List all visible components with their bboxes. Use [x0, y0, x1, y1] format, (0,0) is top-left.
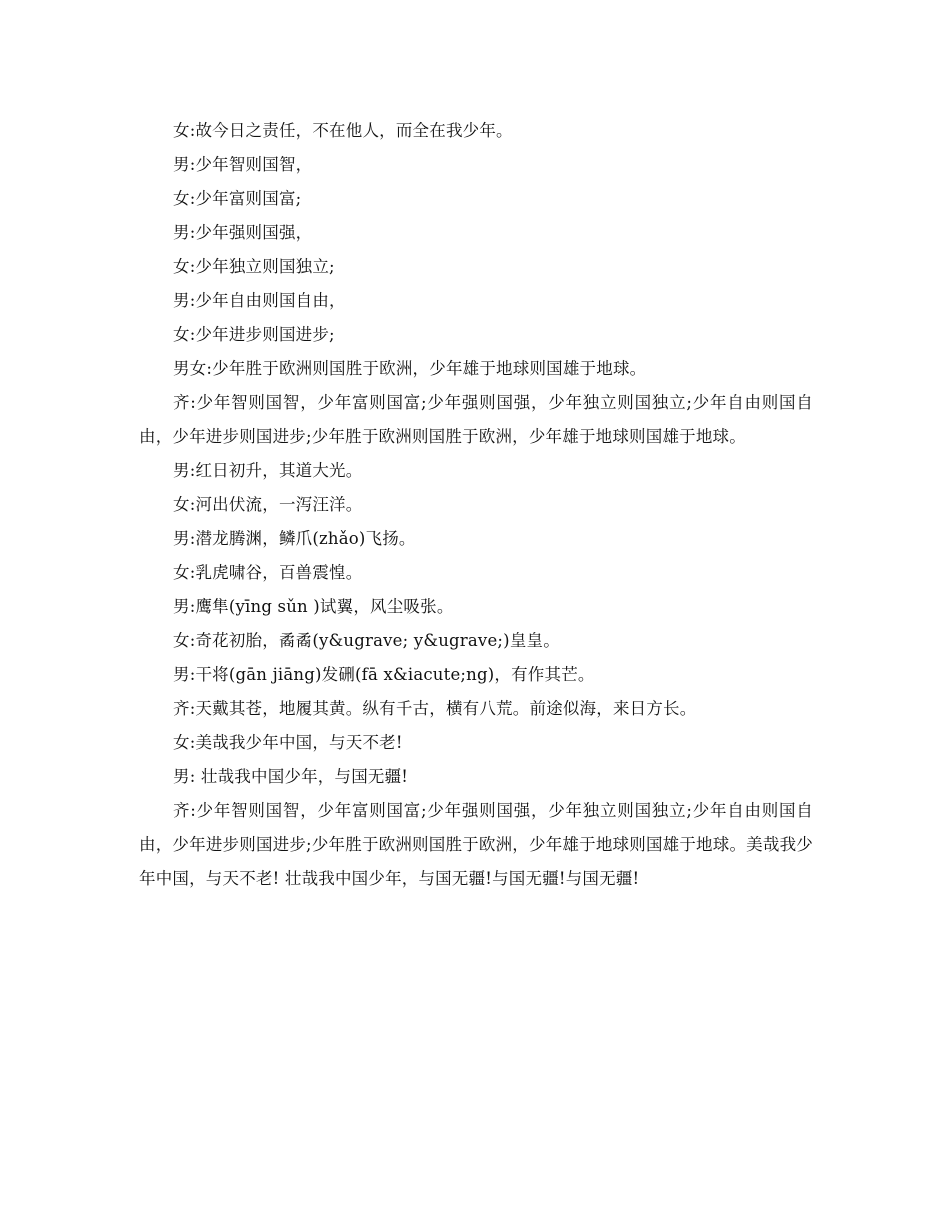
- paragraph: 女:河出伏流，一泻汪洋。: [173, 495, 363, 514]
- paragraph: 男:少年强则国强，: [173, 223, 313, 242]
- paragraph: 女:故今日之责任，不在他人，而全在我少年。: [173, 121, 513, 140]
- paragraph: 女:少年富则国富;: [173, 189, 302, 208]
- paragraph: 女:奇花初胎，矞矞(y&ugrave; y&ugrave;)皇皇。: [173, 631, 560, 650]
- paragraph: 男:鹰隼(yīng sǔn )试翼，风尘吸张。: [173, 597, 454, 616]
- paragraph: 女:少年进步则国进步;: [173, 325, 335, 344]
- paragraph: 齐:少年智则国智，少年富则国富;少年强则国强，少年独立则国独立;少年自由则国自由，少年进步则国进步;少年胜于欧洲则国胜于欧洲，少年雄于地球则国雄于地球。: [139, 393, 813, 446]
- document-body: [139, 114, 813, 896]
- paragraph: 男:少年自由则国自由，: [173, 291, 346, 310]
- paragraph: 女:乳虎啸谷，百兽震惶。: [173, 563, 363, 582]
- paragraph: 男女:少年胜于欧洲则国胜于欧洲，少年雄于地球则国雄于地球。: [173, 359, 647, 378]
- paragraph: 齐:少年智则国智，少年富则国富;少年强则国强，少年独立则国独立;少年自由则国自由，少年进步则国进步;少年胜于欧洲则国胜于欧洲，少年雄于地球则国雄于地球。美哉我少年中国，与天不老! 壮哉我中国少年，与国无疆!与国无疆!与国无疆!: [139, 801, 813, 888]
- paragraph: 女:美哉我少年中国，与天不老!: [173, 733, 403, 752]
- paragraph: 男:干将(gān jiāng)发硎(fā x&iacute;ng)，有作其芒。: [173, 665, 595, 684]
- paragraph: 女:少年独立则国独立;: [173, 257, 335, 276]
- paragraph: 男:少年智则国智，: [173, 155, 313, 174]
- paragraph: 齐:天戴其苍，地履其黄。纵有千古，横有八荒。前途似海，来日方长。: [173, 699, 697, 718]
- paragraph: 男:潜龙腾渊，鳞爪(zhǎo)飞扬。: [173, 529, 416, 548]
- paragraph: 男:红日初升，其道大光。: [173, 461, 363, 480]
- paragraph: 男: 壮哉我中国少年，与国无疆!: [173, 767, 409, 786]
